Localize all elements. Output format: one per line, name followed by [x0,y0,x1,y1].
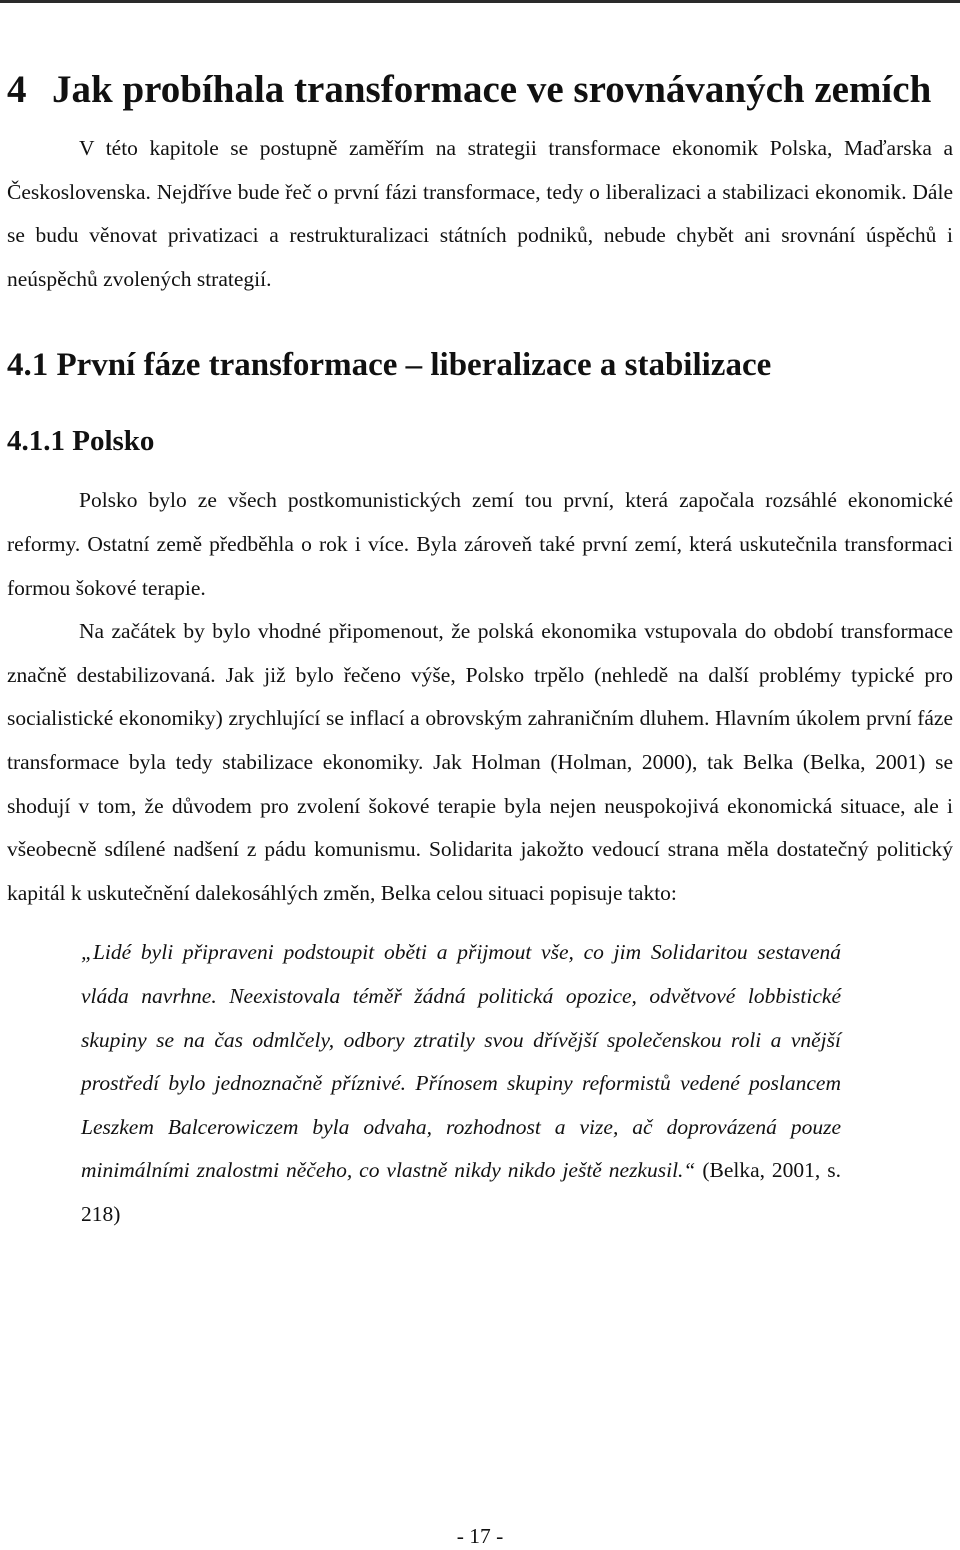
section-title: První fáze transformace – liberalizace a stabilizace [56,347,772,384]
body-paragraph-1: Polsko bylo ze všech postkomunistických zemí tou první, která započala rozsáhlé ekonomické reformy. Ostatní země předběhla o rok i více. Byla zároveň také první zemí, která uskutečnila transformaci formou šokové terapie. [7,488,953,600]
block-quote [81,931,841,1236]
body-paragraph-2: Na začátek by bylo vhodné připomenout, že polská ekonomika vstupovala do období transformace značně destabilizovaná. Jak již bylo řečeno výše, Polsko trpělo (nehledě na další problémy typické pro socialistické ekonomiky) zrychlující se inflací a obrovským zahraničním dluhem. Hlavním úkolem první fáze transformace byla tedy stabilizace ekonomiky. Jak Holman (Holman, 2000), tak Belka (Belka, 2001) se shodují v tom, že důvodem pro zvolení šokové terapie byla nejen neuspokojivá ekonomická situace, ale i všeobecně sdílené nadšení z pádu komunismu. Solidarita jakožto vedoucí strana měla dostatečný politický kapitál k uskutečnění dalekosáhlých změn, Belka celou situaci popisuje takto: [7,619,953,905]
chapter-heading [7,66,953,113]
chapter-number: 4 [7,68,27,111]
page-top-rule [0,0,960,3]
subsection-heading [7,423,953,459]
subsection-title: Polsko [72,425,155,458]
chapter-title: Jak probíhala transformace ve srovnávaných zemích [52,68,932,111]
quote-citation: (Belka, 2001, s. 218) [81,1158,841,1226]
document-page [7,66,953,1236]
intro-paragraph: V této kapitole se postupně zaměřím na strategii transformace ekonomik Polska, Maďarska a Československa. Nejdříve bude řeč o první fázi transformace, tedy o liberalizaci a stabilizaci ekonomik. Dále se budu věnovat privatizaci a restrukturalizaci státních podniků, nebude chybět ani srovnání úspěchů i neúspěchů zvolených strategií. [7,136,953,291]
page-number: - 17 - [456,1524,504,1548]
quote-text: „Lidé byli připraveni podstoupit oběti a přijmout vše, co jim Solidaritou sestavená vláda navrhne. Neexistovala téměř žádná politická opozice, odvětvové lobbistické skupiny se na čas odmlčely, odbory ztratily svou dřívější společenskou roli a vnější prostředí bylo jednoznačně příznivé. Přínosem skupiny reformistů vedené poslancem Leszkem Balcerowiczem byla odvaha, rozhodnost a vize, ač doprovázená pouze minimálními znalostmi něčeho, co vlastně nikdy nikdo ještě nezkusil.“ [81,940,841,1183]
section-number: 4.1 [7,347,49,384]
section-heading [7,345,953,385]
subsection-number: 4.1.1 [7,425,65,458]
